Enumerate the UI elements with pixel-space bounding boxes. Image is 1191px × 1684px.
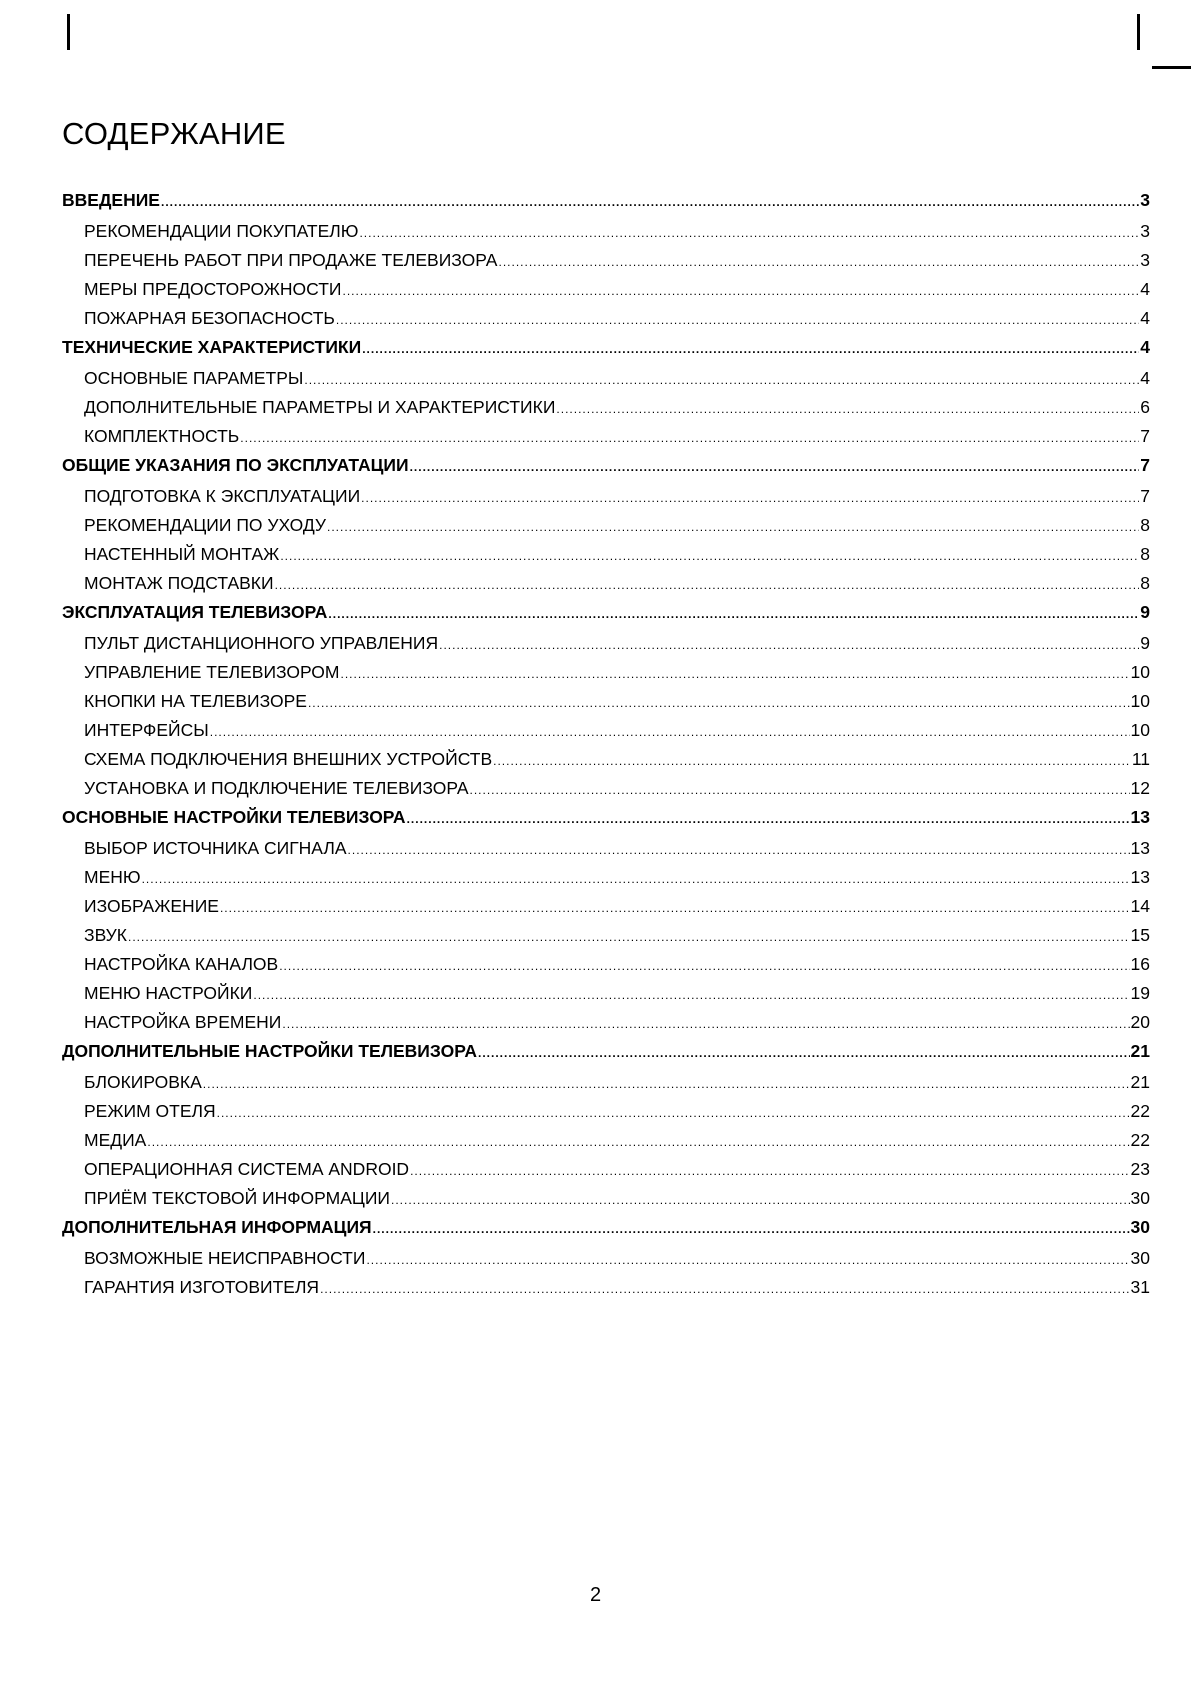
dot-leader: [275, 578, 1140, 592]
toc-entry-label: ПУЛЬТ ДИСТАНЦИОННОГО УПРАВЛЕНИЯ: [84, 633, 439, 653]
dot-leader: [366, 1253, 1129, 1267]
dot-leader: [203, 1077, 1130, 1091]
toc-entry-page: 6: [1140, 397, 1150, 417]
toc-heading[interactable]: [62, 337, 1150, 368]
dot-leader: [410, 460, 1140, 474]
toc-section: [62, 1041, 1150, 1217]
toc-entry-page: 3: [1140, 250, 1150, 270]
dot-leader: [328, 607, 1139, 621]
toc-entry-label: БЛОКИРОВКА: [84, 1072, 202, 1092]
toc-section: [62, 455, 1150, 602]
toc-entry-label: ВОЗМОЖНЫЕ НЕИСПРАВНОСТИ: [84, 1248, 366, 1268]
table-of-contents: [62, 190, 1150, 1306]
dot-leader: [128, 930, 1130, 944]
toc-entry-page: 31: [1130, 1277, 1150, 1297]
toc-entry-label: НАСТРОЙКА КАНАЛОВ: [84, 954, 279, 974]
toc-entry-page: 13: [1130, 867, 1150, 887]
toc-entry[interactable]: [62, 720, 1150, 749]
dot-leader: [410, 1164, 1129, 1178]
toc-entry-page: 21: [1130, 1072, 1150, 1092]
toc-entry[interactable]: [62, 279, 1150, 308]
dot-leader: [210, 725, 1130, 739]
dot-leader: [217, 1106, 1130, 1120]
toc-heading[interactable]: [62, 190, 1150, 221]
toc-entry-page: 4: [1140, 308, 1150, 328]
toc-entry[interactable]: [62, 662, 1150, 691]
toc-entry-page: 9: [1140, 633, 1150, 653]
toc-entry-label: РЕЖИМ ОТЕЛЯ: [84, 1101, 216, 1121]
toc-section: [62, 337, 1150, 455]
page-number: 2: [589, 1584, 602, 1606]
dot-leader: [253, 988, 1129, 1002]
toc-heading-page: 21: [1130, 1041, 1150, 1061]
toc-entry-page: 23: [1130, 1159, 1150, 1179]
toc-entry-page: 7: [1140, 486, 1150, 506]
toc-entry[interactable]: [62, 1188, 1150, 1217]
toc-heading-page: 3: [1140, 190, 1150, 210]
toc-entry[interactable]: [62, 925, 1150, 954]
toc-entry-page: 10: [1130, 691, 1150, 711]
toc-heading-page: 9: [1140, 602, 1150, 622]
toc-heading-page: 13: [1130, 807, 1150, 827]
toc-heading-page: 30: [1130, 1217, 1150, 1237]
toc-entry[interactable]: [62, 544, 1150, 573]
toc-entry-label: НАСТРОЙКА ВРЕМЕНИ: [84, 1012, 282, 1032]
toc-entry-page: 30: [1130, 1248, 1150, 1268]
toc-entry[interactable]: [62, 838, 1150, 867]
dot-leader: [478, 1046, 1130, 1060]
toc-entry-label: ВЫБОР ИСТОЧНИКА СИГНАЛА: [84, 838, 347, 858]
dot-leader: [341, 667, 1130, 681]
toc-heading-label: ВВЕДЕНИЕ: [62, 190, 160, 210]
toc-entry-page: 8: [1140, 544, 1150, 564]
toc-entry[interactable]: [62, 749, 1150, 778]
toc-entry-page: 20: [1130, 1012, 1150, 1032]
dot-leader: [320, 1282, 1129, 1296]
crop-mark-top-right-horizontal: [1152, 66, 1191, 69]
toc-heading[interactable]: [62, 1041, 1150, 1072]
toc-entry-label: ПЕРЕЧЕНЬ РАБОТ ПРИ ПРОДАЖЕ ТЕЛЕВИЗОРА: [84, 250, 498, 270]
toc-entry-page: 22: [1130, 1101, 1150, 1121]
toc-section: [62, 807, 1150, 1041]
toc-entry[interactable]: [62, 1248, 1150, 1277]
toc-entry-label: КОМПЛЕКТНОСТЬ: [84, 426, 240, 446]
dot-leader: [348, 843, 1130, 857]
toc-entry[interactable]: [62, 1130, 1150, 1159]
toc-entry-page: 16: [1130, 954, 1150, 974]
dot-leader: [327, 520, 1139, 534]
toc-entry-label: ПОДГОТОВКА К ЭКСПЛУАТАЦИИ: [84, 486, 361, 506]
dot-leader: [373, 1222, 1130, 1236]
toc-entry[interactable]: [62, 691, 1150, 720]
toc-entry-page: 19: [1130, 983, 1150, 1003]
dot-leader: [439, 638, 1139, 652]
toc-entry-page: 7: [1140, 426, 1150, 446]
toc-entry-label: МЕНЮ НАСТРОЙКИ: [84, 983, 253, 1003]
toc-entry-page: 4: [1140, 368, 1150, 388]
toc-entry[interactable]: [62, 867, 1150, 896]
toc-entry-label: ИНТЕРФЕЙСЫ: [84, 720, 209, 740]
toc-heading[interactable]: [62, 602, 1150, 633]
dot-leader: [220, 901, 1130, 915]
toc-entry[interactable]: [62, 486, 1150, 515]
toc-entry-page: 10: [1130, 662, 1150, 682]
toc-entry-label: РЕКОМЕНДАЦИИ ПОКУПАТЕЛЮ: [84, 221, 359, 241]
toc-section: [62, 190, 1150, 337]
dot-leader: [308, 696, 1130, 710]
toc-entry[interactable]: [62, 426, 1150, 455]
toc-heading-label: ТЕХНИЧЕСКИЕ ХАРАКТЕРИСТИКИ: [62, 337, 362, 357]
toc-section: [62, 602, 1150, 807]
dot-leader: [391, 1193, 1130, 1207]
toc-heading[interactable]: [62, 1217, 1150, 1248]
dot-leader: [361, 491, 1139, 505]
toc-section: [62, 1217, 1150, 1306]
toc-entry-label: СХЕМА ПОДКЛЮЧЕНИЯ ВНЕШНИХ УСТРОЙСТВ: [84, 749, 493, 769]
toc-entry-label: ОСНОВНЫЕ ПАРАМЕТРЫ: [84, 368, 304, 388]
toc-heading-label: ДОПОЛНИТЕЛЬНАЯ ИНФОРМАЦИЯ: [62, 1217, 372, 1237]
toc-entry[interactable]: [62, 896, 1150, 925]
toc-entry[interactable]: [62, 573, 1150, 602]
dot-leader: [362, 342, 1139, 356]
toc-entry[interactable]: [62, 954, 1150, 983]
crop-mark-top-right: [1137, 14, 1140, 50]
dot-leader: [240, 431, 1139, 445]
dot-leader: [359, 226, 1139, 240]
toc-entry-label: УСТАНОВКА И ПОДКЛЮЧЕНИЕ ТЕЛЕВИЗОРА: [84, 778, 469, 798]
toc-entry-label: МЕРЫ ПРЕДОСТОРОЖНОСТИ: [84, 279, 342, 299]
toc-entry-page: 8: [1140, 573, 1150, 593]
toc-entry[interactable]: [62, 250, 1150, 279]
toc-entry-page: 10: [1130, 720, 1150, 740]
toc-entry-label: КНОПКИ НА ТЕЛЕВИЗОРЕ: [84, 691, 307, 711]
dot-leader: [279, 959, 1129, 973]
dot-leader: [282, 1017, 1129, 1031]
toc-entry[interactable]: [62, 368, 1150, 397]
toc-entry-label: ДОПОЛНИТЕЛЬНЫЕ ПАРАМЕТРЫ И ХАРАКТЕРИСТИКИ: [84, 397, 556, 417]
toc-entry-page: 22: [1130, 1130, 1150, 1150]
toc-entry-label: ПОЖАРНАЯ БЕЗОПАСНОСТЬ: [84, 308, 335, 328]
dot-leader: [336, 313, 1139, 327]
toc-entry-label: ЗВУК: [84, 925, 127, 945]
toc-entry-page: 14: [1130, 896, 1150, 916]
dot-leader: [493, 754, 1131, 768]
toc-entry[interactable]: [62, 1277, 1150, 1306]
dot-leader: [407, 812, 1130, 826]
dot-leader: [470, 783, 1130, 797]
toc-entry-label: ПРИЁМ ТЕКСТОВОЙ ИНФОРМАЦИИ: [84, 1188, 390, 1208]
toc-entry-page: 8: [1140, 515, 1150, 535]
toc-entry[interactable]: [62, 515, 1150, 544]
toc-heading[interactable]: [62, 807, 1150, 838]
toc-entry-label: УПРАВЛЕНИЕ ТЕЛЕВИЗОРОМ: [84, 662, 340, 682]
toc-heading-page: 7: [1140, 455, 1150, 475]
toc-heading-label: ЭКСПЛУАТАЦИЯ ТЕЛЕВИЗОРА: [62, 602, 328, 622]
toc-entry[interactable]: [62, 1012, 1150, 1041]
toc-entry[interactable]: [62, 778, 1150, 807]
toc-entry[interactable]: [62, 1101, 1150, 1130]
toc-heading-label: ОБЩИЕ УКАЗАНИЯ ПО ЭКСПЛУАТАЦИИ: [62, 455, 409, 475]
toc-entry-label: МЕНЮ: [84, 867, 141, 887]
dot-leader: [161, 195, 1139, 209]
toc-heading[interactable]: [62, 455, 1150, 486]
toc-entry[interactable]: [62, 221, 1150, 250]
dot-leader: [304, 373, 1139, 387]
toc-entry[interactable]: [62, 983, 1150, 1012]
dot-leader: [280, 549, 1139, 563]
toc-entry[interactable]: [62, 633, 1150, 662]
crop-mark-top-left: [67, 14, 70, 50]
dot-leader: [556, 402, 1139, 416]
toc-heading-page: 4: [1140, 337, 1150, 357]
dot-leader: [342, 284, 1139, 298]
toc-entry-label: РЕКОМЕНДАЦИИ ПО УХОДУ: [84, 515, 326, 535]
page-title: СОДЕРЖАНИЕ: [62, 116, 286, 151]
dot-leader: [147, 1135, 1129, 1149]
toc-entry-label: ИЗОБРАЖЕНИЕ: [84, 896, 219, 916]
toc-entry-page: 30: [1130, 1188, 1150, 1208]
toc-entry-label: НАСТЕННЫЙ МОНТАЖ: [84, 544, 280, 564]
toc-entry-page: 12: [1130, 778, 1150, 798]
toc-heading-label: ОСНОВНЫЕ НАСТРОЙКИ ТЕЛЕВИЗОРА: [62, 807, 406, 827]
toc-entry[interactable]: [62, 1072, 1150, 1101]
toc-entry-page: 11: [1131, 749, 1150, 769]
toc-entry[interactable]: [62, 397, 1150, 426]
toc-entry[interactable]: [62, 1159, 1150, 1188]
toc-entry-label: МЕДИА: [84, 1130, 147, 1150]
dot-leader: [498, 255, 1139, 269]
toc-entry[interactable]: [62, 308, 1150, 337]
toc-entry-label: ОПЕРАЦИОННАЯ СИСТЕМА ANDROID: [84, 1159, 410, 1179]
toc-entry-label: ГАРАНТИЯ ИЗГОТОВИТЕЛЯ: [84, 1277, 320, 1297]
toc-entry-page: 13: [1130, 838, 1150, 858]
dot-leader: [142, 872, 1130, 886]
toc-entry-label: МОНТАЖ ПОДСТАВКИ: [84, 573, 274, 593]
toc-entry-page: 15: [1130, 925, 1150, 945]
toc-entry-page: 4: [1140, 279, 1150, 299]
toc-heading-label: ДОПОЛНИТЕЛЬНЫЕ НАСТРОЙКИ ТЕЛЕВИЗОРА: [62, 1041, 477, 1061]
toc-entry-page: 3: [1140, 221, 1150, 241]
